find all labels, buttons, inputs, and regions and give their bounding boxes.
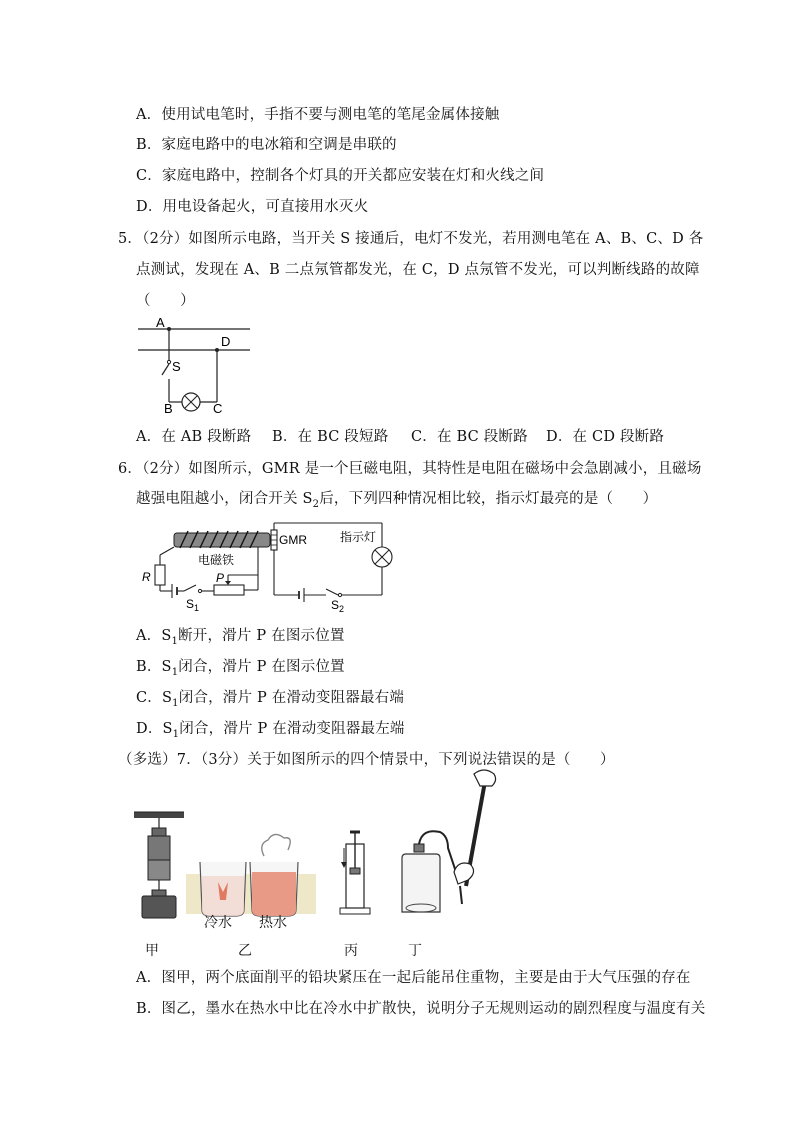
caption-jia: 甲 [145,943,159,959]
q6-circuit-figure [136,517,394,613]
slider-p [225,581,231,585]
q6-option-c: C．$S_1$闭合，滑片 P 在滑动变阻器最右端 [136,690,405,709]
figure-jia-lead-blocks [134,812,184,918]
figure-ding-jar-pump [402,770,496,912]
caption-hot-water: 热水 [259,915,287,931]
q6-stem-line2: 越强电阻越小，闭合开关 $S_2$后，下列四种情况相比较，指示灯最亮的是（ ） [136,491,658,510]
label-p: P [216,571,225,585]
q4-option-c: C．家庭电路中，控制各个灯具的开关都应安装在灯和火线之间 [136,168,545,184]
caption-cold-water: 冷水 [204,915,232,931]
label-b: B [164,401,173,416]
q7-option-a: A．图甲，两个底面削平的铅块紧压在一起后能吊住重物，主要是由于大气压强的存在 [136,970,691,986]
label-gmr: GMR [279,533,307,547]
label-r: R [142,570,151,584]
figure-bing-cylinder [340,832,370,914]
label-s: S [172,359,181,374]
q4-option-d: D．用电设备起火，可直接用水灭火 [136,199,369,215]
caption-ding: 丁 [408,943,422,959]
q4-option-b: B．家庭电路中的电冰箱和空调是串联的 [136,137,397,153]
q5-option-c: C．在 BC 段断路 [411,429,528,445]
label-s2: $S_2$ [331,598,345,613]
q5-option-a: A．在 AB 段断路 [136,429,252,445]
q5-stem-line3: （ ） [136,293,195,309]
q5-option-b: B．在 BC 段短路 [272,429,389,445]
label-d: D [221,334,231,349]
q7-stem: （多选）7．（3分）关于如图所示的四个情景中，下列说法错误的是（ ） [118,752,615,768]
caption-yi: 乙 [238,943,252,959]
q5-option-d: D．在 CD 段断路 [546,429,665,445]
q7-figure [128,768,648,936]
caption-bing: 丙 [344,943,358,959]
rheostat [214,585,244,595]
switch-s-pivot [167,360,170,363]
q6-option-d: D．$S_1$闭合，滑片 P 在滑动变阻器最左端 [136,721,405,740]
q4-option-a: A．使用试电笔时，手指不要与测电笔的笔尾金属体接触 [136,107,500,123]
q5-stem-line2: 点测试，发现在 A、B 二点氖管都发光，在 C，D 点氖管不发光，可以判断线路的故障 [136,262,700,278]
switch-s-blade [162,364,169,375]
q6-option-a: A．$S_1$断开，滑片 P 在图示位置 [136,628,345,647]
switch-s2 [326,589,338,595]
label-indicator-lamp: 指示灯 [340,530,377,544]
label-c: C [213,401,223,416]
figure-yi-beakers [186,834,316,916]
switch-s1 [184,585,196,591]
q7-option-b: B．图乙，墨水在热水中比在冷水中扩散快，说明分子无规则运动的剧烈程度与温度有关 [136,1001,706,1017]
q6-stem-line1: 6．（2分）如图所示，GMR 是一个巨磁电阻，其特性是电阻在磁场中会急剧减小，且磁场 [118,461,702,477]
resistor-r [155,565,165,585]
label-electromagnet: 电磁铁 [198,553,235,567]
label-s1: $S_1$ [186,597,200,613]
q6-option-b: B．$S_1$闭合，滑片 P 在图示位置 [136,659,345,678]
q5-stem-line1: 5．（2分）如图所示电路，当开关 S 接通后，电灯不发光，若用测电笔在 A、B、C、D 各 [118,231,704,247]
q5-circuit-figure [130,315,260,417]
label-a: A [156,315,165,330]
